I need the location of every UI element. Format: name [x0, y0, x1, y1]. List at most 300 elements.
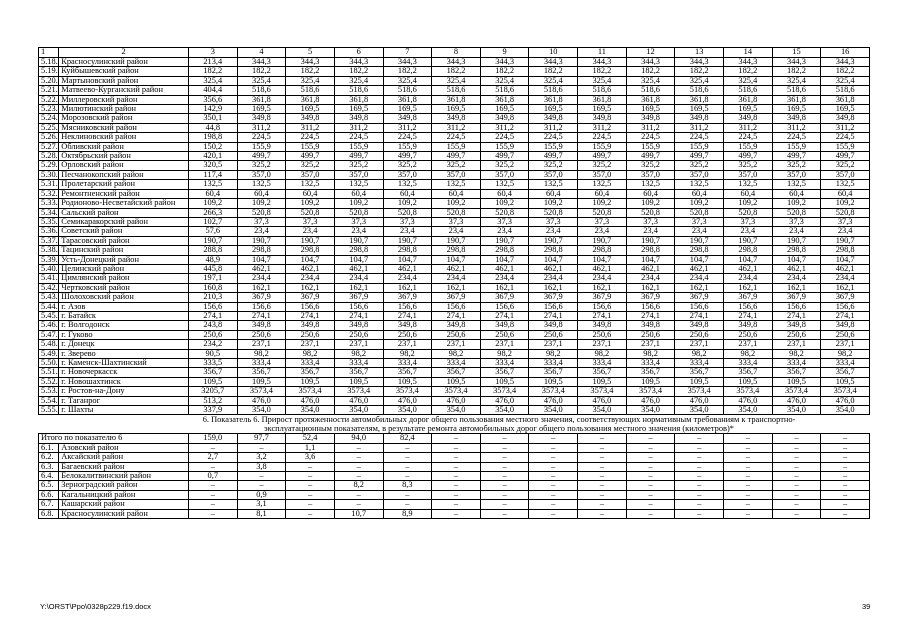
row-number: 5.25.: [39, 123, 59, 132]
cell-value: 94,0: [334, 434, 383, 443]
table-row: [39, 509, 870, 518]
cell-value: –: [334, 472, 383, 481]
cell-value: 132,5: [188, 180, 237, 189]
cell-value: 349,8: [772, 114, 821, 123]
cell-value: 237,1: [675, 340, 724, 349]
cell-value: 354,0: [724, 406, 773, 415]
cell-value: 23,4: [480, 227, 529, 236]
cell-value: 518,6: [626, 86, 675, 95]
cell-value: 60,4: [626, 189, 675, 198]
cell-value: 234,4: [626, 274, 675, 283]
cell-value: –: [578, 472, 627, 481]
cell-value: 132,5: [432, 180, 481, 189]
cell-value: –: [772, 490, 821, 499]
cell-value: 354,0: [383, 406, 432, 415]
row-name: Красносулинский район: [59, 509, 189, 518]
cell-value: –: [821, 500, 870, 509]
cell-value: 198,8: [188, 133, 237, 142]
table-row: [39, 170, 870, 179]
cell-value: 356,7: [529, 368, 578, 377]
row-name: Пролетарский район: [59, 180, 189, 189]
column-header: 7: [383, 48, 432, 58]
cell-value: 462,1: [334, 264, 383, 273]
cell-value: 274,1: [383, 311, 432, 320]
cell-value: 274,1: [529, 311, 578, 320]
table-row: [39, 123, 870, 132]
cell-value: 104,7: [480, 255, 529, 264]
row-name: Целинский район: [59, 264, 189, 273]
cell-value: 311,2: [334, 123, 383, 132]
cell-value: 367,9: [626, 293, 675, 302]
cell-value: 274,1: [188, 311, 237, 320]
cell-value: 344,3: [286, 58, 335, 67]
cell-value: –: [188, 462, 237, 471]
cell-value: –: [529, 443, 578, 452]
table-row: [39, 302, 870, 311]
cell-value: 518,6: [286, 86, 335, 95]
cell-value: 104,7: [286, 255, 335, 264]
row-number: 5.43.: [39, 293, 59, 302]
cell-value: 404,4: [188, 86, 237, 95]
cell-value: 354,0: [480, 406, 529, 415]
cell-value: 102,7: [188, 217, 237, 226]
cell-value: 156,6: [772, 302, 821, 311]
table-row: [39, 443, 870, 452]
cell-value: 234,4: [529, 274, 578, 283]
row-name: Аксайский район: [59, 453, 189, 462]
cell-value: 155,9: [383, 142, 432, 151]
cell-value: 3,2: [237, 453, 286, 462]
cell-value: –: [772, 472, 821, 481]
cell-value: 349,8: [578, 114, 627, 123]
cell-value: –: [821, 443, 870, 452]
table-row: [39, 490, 870, 499]
cell-value: 169,5: [432, 105, 481, 114]
cell-value: 356,6: [188, 95, 237, 104]
cell-value: 234,4: [821, 274, 870, 283]
table-row: [39, 340, 870, 349]
cell-value: 8,2: [334, 481, 383, 490]
cell-value: –: [480, 443, 529, 452]
table-row: [39, 152, 870, 161]
cell-value: 325,2: [529, 161, 578, 170]
row-number: 5.34.: [39, 208, 59, 217]
row-name: Красносулинский район: [59, 58, 189, 67]
cell-value: 162,1: [675, 283, 724, 292]
cell-value: 250,6: [286, 330, 335, 339]
cell-value: 499,7: [334, 152, 383, 161]
row-number: 5.51.: [39, 368, 59, 377]
cell-value: 356,7: [432, 368, 481, 377]
cell-value: 325,2: [334, 161, 383, 170]
column-header: 16: [821, 48, 870, 58]
table-row: [39, 76, 870, 85]
cell-value: –: [529, 472, 578, 481]
table-row: [39, 86, 870, 95]
cell-value: 109,2: [821, 199, 870, 208]
cell-value: 250,6: [188, 330, 237, 339]
cell-value: 266,3: [188, 208, 237, 217]
cell-value: 520,8: [772, 208, 821, 217]
row-name: Октябрьский район: [59, 152, 189, 161]
cell-value: –: [286, 509, 335, 518]
cell-value: 162,1: [529, 283, 578, 292]
cell-value: 288,8: [188, 246, 237, 255]
cell-value: 3573,4: [675, 387, 724, 396]
cell-value: –: [626, 453, 675, 462]
cell-value: 349,8: [675, 114, 724, 123]
cell-value: 224,5: [821, 133, 870, 142]
cell-value: 190,7: [286, 236, 335, 245]
cell-value: 518,6: [724, 86, 773, 95]
column-header: 15: [772, 48, 821, 58]
cell-value: –: [821, 490, 870, 499]
cell-value: 333,4: [724, 359, 773, 368]
cell-value: 182,2: [626, 67, 675, 76]
cell-value: 60,4: [237, 189, 286, 198]
cell-value: 182,2: [480, 67, 529, 76]
row-number: 5.54.: [39, 396, 59, 405]
cell-value: 349,8: [675, 321, 724, 330]
cell-value: 333,4: [383, 359, 432, 368]
cell-value: 311,2: [432, 123, 481, 132]
cell-value: 37,3: [821, 217, 870, 226]
cell-value: 162,1: [432, 283, 481, 292]
cell-value: 333,5: [188, 359, 237, 368]
cell-value: 37,3: [626, 217, 675, 226]
cell-value: –: [724, 472, 773, 481]
cell-value: 190,7: [675, 236, 724, 245]
cell-value: 156,6: [480, 302, 529, 311]
cell-value: –: [237, 472, 286, 481]
cell-value: –: [626, 443, 675, 452]
cell-value: 333,4: [821, 359, 870, 368]
cell-value: 476,0: [529, 396, 578, 405]
cell-value: 274,1: [432, 311, 481, 320]
cell-value: 361,8: [286, 95, 335, 104]
cell-value: 356,7: [383, 368, 432, 377]
cell-value: 224,5: [578, 133, 627, 142]
cell-value: 237,1: [821, 340, 870, 349]
cell-value: –: [432, 443, 481, 452]
cell-value: 361,8: [724, 95, 773, 104]
cell-value: 162,1: [821, 283, 870, 292]
cell-value: –: [480, 434, 529, 443]
cell-value: 325,2: [237, 161, 286, 170]
cell-value: 210,3: [188, 293, 237, 302]
table-row: [39, 264, 870, 273]
cell-value: 155,9: [237, 142, 286, 151]
cell-value: 109,5: [821, 377, 870, 386]
cell-value: 224,5: [626, 133, 675, 142]
cell-value: 367,9: [821, 293, 870, 302]
cell-value: 237,1: [578, 340, 627, 349]
cell-value: 234,4: [286, 274, 335, 283]
cell-value: 367,9: [432, 293, 481, 302]
cell-value: 520,8: [334, 208, 383, 217]
cell-value: 3,8: [237, 462, 286, 471]
cell-value: 190,7: [480, 236, 529, 245]
cell-value: 109,2: [432, 199, 481, 208]
cell-value: 349,8: [626, 321, 675, 330]
cell-value: 132,5: [626, 180, 675, 189]
cell-value: 98,2: [286, 349, 335, 358]
cell-value: 109,5: [334, 377, 383, 386]
cell-value: 109,2: [237, 199, 286, 208]
cell-value: 156,6: [626, 302, 675, 311]
row-name: Тарасовский район: [59, 236, 189, 245]
cell-value: 169,5: [334, 105, 383, 114]
cell-value: 224,5: [432, 133, 481, 142]
cell-value: 349,8: [383, 114, 432, 123]
cell-value: 156,6: [724, 302, 773, 311]
cell-value: 274,1: [578, 311, 627, 320]
cell-value: –: [334, 500, 383, 509]
cell-value: 462,1: [724, 264, 773, 273]
cell-value: 356,7: [578, 368, 627, 377]
row-number: 5.36.: [39, 227, 59, 236]
cell-value: 8,3: [383, 481, 432, 490]
cell-value: 190,7: [578, 236, 627, 245]
row-name: г. Таганрог: [59, 396, 189, 405]
cell-value: 311,2: [821, 123, 870, 132]
cell-value: –: [724, 462, 773, 471]
cell-value: 367,9: [286, 293, 335, 302]
cell-value: –: [724, 434, 773, 443]
table-row: [39, 114, 870, 123]
cell-value: 169,5: [529, 105, 578, 114]
cell-value: 367,9: [383, 293, 432, 302]
column-header: 12: [626, 48, 675, 58]
cell-value: 156,6: [188, 302, 237, 311]
cell-value: 104,7: [675, 255, 724, 264]
cell-value: 156,6: [578, 302, 627, 311]
cell-value: 104,7: [821, 255, 870, 264]
cell-value: 462,1: [675, 264, 724, 273]
cell-value: 8,1: [237, 509, 286, 518]
cell-value: 37,3: [675, 217, 724, 226]
cell-value: 182,2: [237, 67, 286, 76]
cell-value: 234,4: [578, 274, 627, 283]
cell-value: 132,5: [480, 180, 529, 189]
cell-value: 361,8: [675, 95, 724, 104]
cell-value: 349,8: [432, 114, 481, 123]
cell-value: –: [383, 443, 432, 452]
cell-value: 518,6: [529, 86, 578, 95]
cell-value: 356,7: [675, 368, 724, 377]
cell-value: 298,8: [724, 246, 773, 255]
cell-value: 37,3: [529, 217, 578, 226]
cell-value: 311,2: [578, 123, 627, 132]
cell-value: 162,1: [334, 283, 383, 292]
cell-value: 237,1: [529, 340, 578, 349]
cell-value: 476,0: [432, 396, 481, 405]
cell-value: 250,6: [480, 330, 529, 339]
cell-value: 344,3: [432, 58, 481, 67]
cell-value: –: [772, 453, 821, 462]
row-number: 5.26.: [39, 133, 59, 142]
table-row: [39, 283, 870, 292]
cell-value: –: [724, 509, 773, 518]
cell-value: 462,1: [480, 264, 529, 273]
cell-value: 109,2: [578, 199, 627, 208]
cell-value: 0,7: [188, 472, 237, 481]
cell-value: 162,1: [772, 283, 821, 292]
row-number: 5.35.: [39, 217, 59, 226]
cell-value: 60,4: [529, 189, 578, 198]
cell-value: 354,0: [626, 406, 675, 415]
cell-value: 234,4: [724, 274, 773, 283]
cell-value: 23,4: [821, 227, 870, 236]
cell-value: 98,2: [626, 349, 675, 358]
cell-value: 156,6: [286, 302, 335, 311]
cell-value: 132,5: [286, 180, 335, 189]
row-number: 5.53.: [39, 387, 59, 396]
row-number: 5.33.: [39, 199, 59, 208]
cell-value: 224,5: [724, 133, 773, 142]
row-name: Шолоховский район: [59, 293, 189, 302]
cell-value: 325,2: [286, 161, 335, 170]
cell-value: 98,2: [724, 349, 773, 358]
cell-value: –: [724, 490, 773, 499]
cell-value: 274,1: [626, 311, 675, 320]
cell-value: 344,3: [724, 58, 773, 67]
cell-value: 325,4: [675, 76, 724, 85]
cell-value: 182,2: [334, 67, 383, 76]
cell-value: –: [578, 500, 627, 509]
cell-value: 298,8: [529, 246, 578, 255]
cell-value: 213,4: [188, 58, 237, 67]
cell-value: –: [675, 472, 724, 481]
cell-value: –: [529, 500, 578, 509]
cell-value: 104,7: [334, 255, 383, 264]
cell-value: 109,2: [529, 199, 578, 208]
cell-value: 476,0: [334, 396, 383, 405]
cell-value: 499,7: [529, 152, 578, 161]
cell-value: –: [383, 500, 432, 509]
cell-value: 349,8: [772, 321, 821, 330]
cell-value: 156,6: [675, 302, 724, 311]
cell-value: 243,8: [188, 321, 237, 330]
cell-value: 361,8: [237, 95, 286, 104]
cell-value: 155,9: [432, 142, 481, 151]
cell-value: 132,5: [772, 180, 821, 189]
cell-value: 117,4: [188, 170, 237, 179]
cell-value: 224,5: [772, 133, 821, 142]
cell-value: –: [675, 434, 724, 443]
cell-value: 190,7: [821, 236, 870, 245]
row-number: 5.24.: [39, 114, 59, 123]
cell-value: 190,7: [772, 236, 821, 245]
row-number: 5.50.: [39, 359, 59, 368]
cell-value: 298,8: [286, 246, 335, 255]
cell-value: 349,8: [821, 321, 870, 330]
cell-value: 349,8: [821, 114, 870, 123]
cell-value: 132,5: [529, 180, 578, 189]
cell-value: 499,7: [724, 152, 773, 161]
cell-value: –: [529, 481, 578, 490]
cell-value: 155,9: [772, 142, 821, 151]
cell-value: 250,6: [432, 330, 481, 339]
cell-value: 274,1: [237, 311, 286, 320]
row-name: Усть-Донецкий район: [59, 255, 189, 264]
cell-value: 52,4: [286, 434, 335, 443]
cell-value: 367,9: [724, 293, 773, 302]
row-number: 5.38.: [39, 246, 59, 255]
cell-value: 104,7: [578, 255, 627, 264]
cell-value: 476,0: [626, 396, 675, 405]
row-name: Морозовский район: [59, 114, 189, 123]
cell-value: 3205,7: [188, 387, 237, 396]
cell-value: –: [675, 462, 724, 471]
cell-value: 344,3: [772, 58, 821, 67]
cell-value: 367,9: [480, 293, 529, 302]
cell-value: 37,3: [334, 217, 383, 226]
cell-value: 499,7: [432, 152, 481, 161]
column-header: 3: [188, 48, 237, 58]
row-name: Кагальницкий район: [59, 490, 189, 499]
cell-value: –: [480, 462, 529, 471]
document-page: [38, 47, 870, 519]
cell-value: 354,0: [432, 406, 481, 415]
cell-value: 250,6: [724, 330, 773, 339]
row-number: 6.5.: [39, 481, 59, 490]
row-name: Тацинский район: [59, 246, 189, 255]
cell-value: 109,2: [188, 199, 237, 208]
cell-value: 518,6: [334, 86, 383, 95]
cell-value: –: [578, 509, 627, 518]
cell-value: 98,2: [480, 349, 529, 358]
cell-value: 250,6: [578, 330, 627, 339]
cell-value: 182,2: [383, 67, 432, 76]
row-number: 5.27.: [39, 142, 59, 151]
cell-value: –: [480, 500, 529, 509]
cell-value: 37,3: [724, 217, 773, 226]
cell-value: 325,4: [383, 76, 432, 85]
column-header: 14: [724, 48, 773, 58]
cell-value: 499,7: [237, 152, 286, 161]
cell-value: 325,4: [286, 76, 335, 85]
cell-value: 356,7: [724, 368, 773, 377]
cell-value: 356,7: [334, 368, 383, 377]
table-row: [39, 311, 870, 320]
cell-value: 109,2: [334, 199, 383, 208]
cell-value: 8,9: [383, 509, 432, 518]
cell-value: 162,1: [383, 283, 432, 292]
column-header: 1: [39, 48, 59, 58]
cell-value: 357,0: [237, 170, 286, 179]
cell-value: 237,1: [724, 340, 773, 349]
row-number: 5.52.: [39, 377, 59, 386]
cell-value: 325,4: [724, 76, 773, 85]
cell-value: 23,4: [334, 227, 383, 236]
cell-value: 356,7: [188, 368, 237, 377]
cell-value: 155,9: [821, 142, 870, 151]
cell-value: 37,3: [286, 217, 335, 226]
cell-value: 333,4: [432, 359, 481, 368]
cell-value: 349,8: [724, 321, 773, 330]
row-number: 5.20.: [39, 76, 59, 85]
cell-value: 98,2: [334, 349, 383, 358]
cell-value: 237,1: [286, 340, 335, 349]
cell-value: 90,5: [188, 349, 237, 358]
cell-value: 344,3: [578, 58, 627, 67]
cell-value: 250,6: [529, 330, 578, 339]
cell-value: 357,0: [578, 170, 627, 179]
cell-value: –: [432, 481, 481, 490]
cell-value: –: [821, 472, 870, 481]
row-name: Чертковский район: [59, 283, 189, 292]
